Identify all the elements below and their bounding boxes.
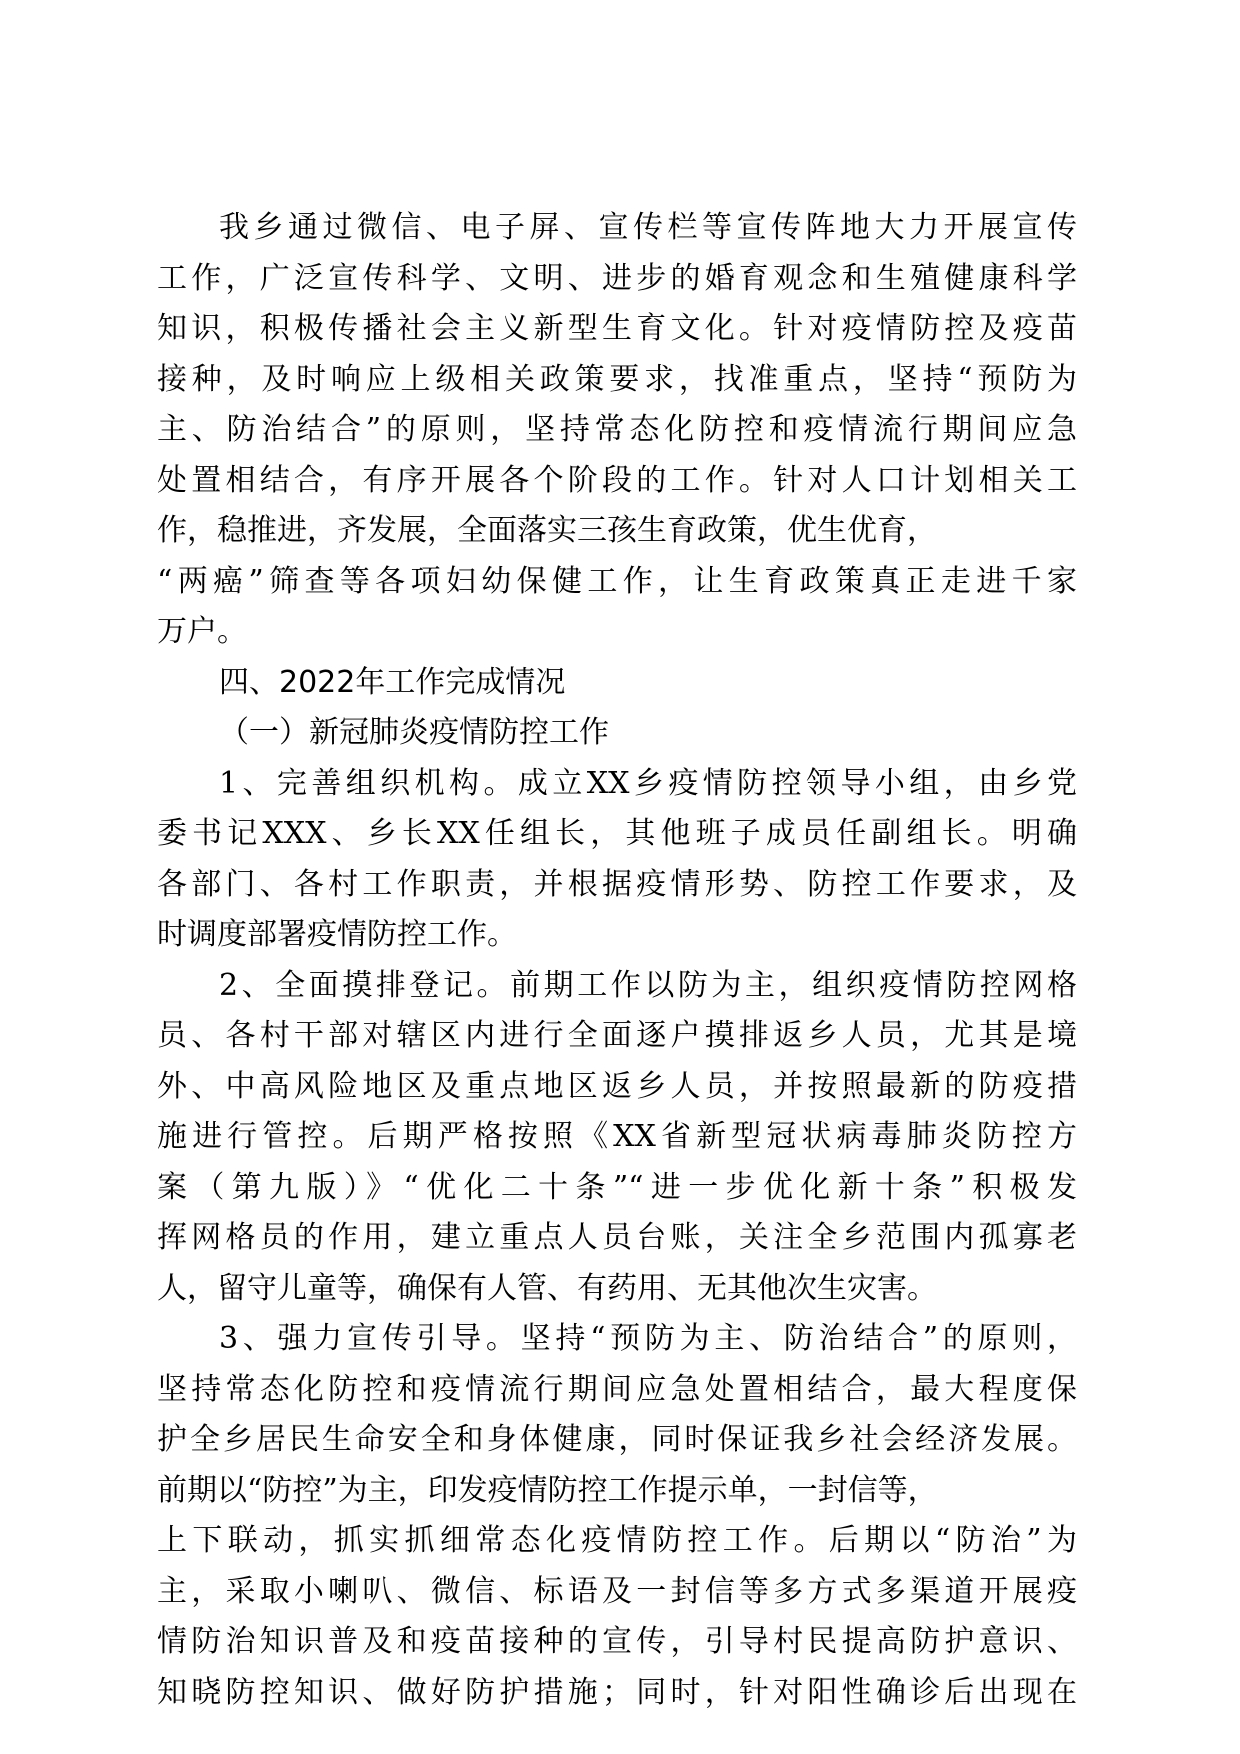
text-line: 各部门、各村工作职责，并根据疫情形势、防控工作要求，及	[157, 866, 1077, 902]
text-line: 2、全面摸排登记。前期工作以防为主，组织疫情防控网格	[219, 967, 1077, 1003]
text-line: 坚持常态化防控和疫情流行期间应急处置相结合，最大程度保	[157, 1371, 1077, 1407]
text-line: 员、各村干部对辖区内进行全面逐户摸排返乡人员，尤其是境	[157, 1018, 1077, 1053]
paragraph-organization	[157, 759, 1077, 961]
text-line: 时调度部署疫情防控工作。	[157, 917, 517, 952]
subsection-heading: （一）新冠肺炎疫情防控工作	[219, 715, 609, 750]
text-line: 人，留守儿童等，确保有人管、有药用、无其他次生灾害。	[157, 1270, 937, 1306]
text-line: 外、中高风险地区及重点地区返乡人员，并按照最新的防疫措	[157, 1068, 1077, 1104]
text-line: 挥网格员的作用，建立重点人员台账，关注全乡范围内孤寡老	[157, 1220, 1077, 1255]
text-line: 案（第九版）》“优化二十条”“进一步优化新十条”积极发	[157, 1169, 1077, 1205]
text-line: 施进行管控。后期严格按照《XX省新型冠状病毒肺炎防控方	[157, 1119, 1077, 1154]
text-line: 处置相结合，有序开展各个阶段的工作。针对人口计划相关工	[157, 462, 1077, 498]
paragraph-registration	[157, 961, 1077, 1315]
text-line: 主、防治结合”的原则，坚持常态化防控和疫情流行期间应急	[157, 412, 1077, 447]
text-line: “两癌”筛查等各项妇幼保健工作，让生育政策真正走进千家	[157, 563, 1077, 599]
text-line: 1、完善组织机构。成立XX乡疫情防控领导小组，由乡党	[219, 765, 1077, 801]
text-line: 前期以“防控”为主，印发疫情防控工作提示单，一封信等，	[157, 1472, 938, 1508]
section-heading: 四、2022年工作完成情况	[219, 664, 566, 700]
paragraph-guidance	[157, 1314, 1077, 1718]
text-line: 作，稳推进，齐发展，全面落实三孩生育政策，优生优育，	[157, 513, 937, 548]
text-line: 3、强力宣传引导。坚持“预防为主、防治结合”的原则，	[219, 1321, 1077, 1356]
text-line: 主，采取小喇叭、微信、标语及一封信等多方式多渠道开展疫	[157, 1573, 1077, 1609]
text-line: 情防治知识普及和疫苗接种的宣传，引导村民提高防护意识、	[157, 1624, 1077, 1659]
paragraph-publicity	[157, 203, 1077, 658]
text-line: 上下联动，抓实抓细常态化疫情防控工作。后期以“防治”为	[157, 1523, 1077, 1558]
text-line: 万户。	[157, 614, 247, 649]
text-line: 知晓防控知识、做好防护措施；同时，针对阳性确诊后出现在	[157, 1674, 1077, 1710]
text-line: 知识，积极传播社会主义新型生育文化。针对疫情防控及疫苗	[157, 311, 1077, 346]
text-line: 护全乡居民生命安全和身体健康，同时保证我乡社会经济发展。	[157, 1422, 1077, 1457]
text-line: 工作，广泛宣传科学、文明、进步的婚育观念和生殖健康科学	[157, 260, 1077, 296]
text-line: 我乡通过微信、电子屏、宣传栏等宣传阵地大力开展宣传	[219, 210, 1077, 245]
text-line: 委书记XXX、乡长XX任组长，其他班子成员任副组长。明确	[157, 816, 1077, 851]
document-body	[157, 203, 1077, 1718]
text-line: 接种，及时响应上级相关政策要求，找准重点，坚持“预防为	[157, 361, 1077, 397]
